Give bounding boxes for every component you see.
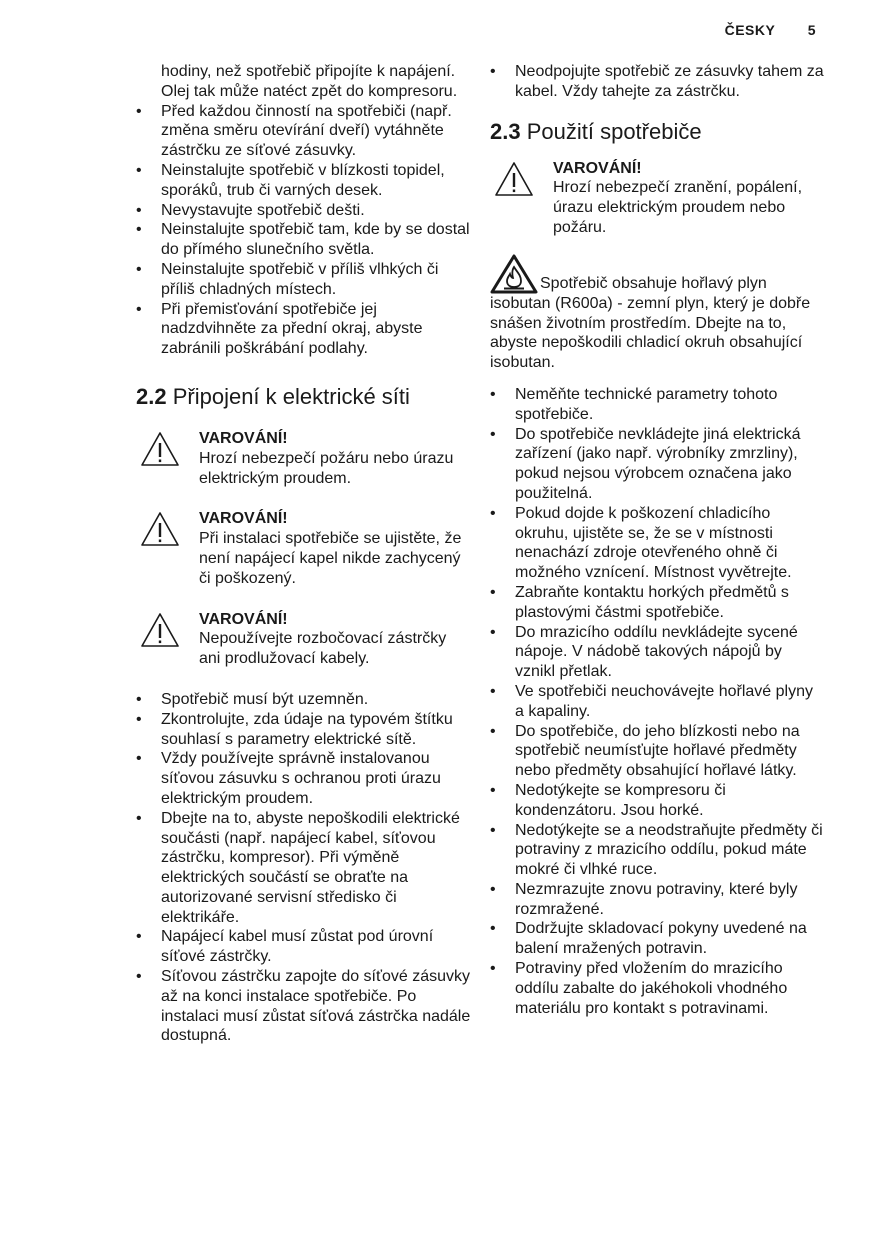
warning-text: Hrozí nebezpečí zranění, popálení, úrazu elektrickým proudem nebo požáru. <box>553 179 803 236</box>
list-item: • Neinstalujte spotřebič tam, kde by se dostal do přímého slunečního světla. <box>136 220 471 260</box>
list-item: • Při přemisťování spotřebiče jej nadzdvihněte za přední okraj, abyste zabránili poškrábání podlahy. <box>136 300 471 359</box>
bullet-list-bottom-left <box>136 690 471 1046</box>
list-item: • Neinstalujte spotřebič v blízkosti topidel, sporáků, trub či varných desek. <box>136 161 471 201</box>
right-column <box>490 62 825 1018</box>
list-item: • Zkontrolujte, zda údaje na typovém štítku souhlasí s parametry elektrické sítě. <box>136 710 471 750</box>
left-column <box>136 62 471 1046</box>
list-item: • Ve spotřebiči neuchovávejte hořlavé plyny a kapaliny. <box>490 682 825 722</box>
section-heading-2-3 <box>490 119 825 145</box>
warning-triangle-icon <box>140 431 180 467</box>
warning-title: VAROVÁNÍ! <box>199 610 288 628</box>
section-title: Použití spotřebiče <box>526 118 702 144</box>
list-item: • Do mrazicího oddílu nevkládejte sycené nápoje. V nádobě takových nápojů by vznikl přetlak. <box>490 623 825 682</box>
warning-triangle-icon <box>494 161 534 197</box>
warning-title: VAROVÁNÍ! <box>199 510 288 528</box>
list-item: • Spotřebič musí být uzemněn. <box>136 690 471 710</box>
flammable-notice <box>490 254 825 373</box>
warning-block <box>136 610 471 669</box>
list-item: • Zabraňte kontaktu horkých předmětů s plastovými částmi spotřebiče. <box>490 583 825 623</box>
bullet-list-top-left <box>136 102 471 359</box>
list-item: • Nedotýkejte se a neodstraňujte předměty či potraviny z mrazicího oddílu, pokud máte mokré či vlhké ruce. <box>490 821 825 880</box>
flammable-paragraph <box>490 254 825 373</box>
list-item: • Neinstalujte spotřebič v příliš vlhkých či příliš chladných místech. <box>136 260 471 300</box>
page-header <box>725 22 816 38</box>
section-heading-2-2 <box>136 384 471 410</box>
bullet-list-right <box>490 385 825 1019</box>
section-number: 2.3 <box>490 118 521 144</box>
warning-text: Nepoužívejte rozbočovací zástrčky ani prodlužovací kabely. <box>199 630 447 668</box>
continued-text: hodiny, než spotřebič připojíte k napájení. Olej tak může natéct zpět do kompresoru. <box>161 63 458 100</box>
warning-triangle-icon <box>140 612 180 648</box>
list-item: • Vždy používejte správně instalovanou síťovou zásuvku s ochranou proti úrazu elektrickým proudem. <box>136 749 471 808</box>
list-item: • Napájecí kabel musí zůstat pod úrovní síťové zástrčky. <box>136 927 471 967</box>
list-item: • Síťovou zástrčku zapojte do síťové zásuvky až na konci instalace spotřebiče. Po instalaci musí zůstat síťová zástrčka nadále dostupná. <box>136 967 471 1046</box>
list-item: • Pokud dojde k poškození chladicího okruhu, ujistěte se, že se v místnosti nenachází zdroje otevřeného ohně či možného vznícení. Místnost vyvětrejte. <box>490 504 825 583</box>
page-number: 5 <box>807 22 816 38</box>
list-item: • Neodpojujte spotřebič ze zásuvky tahem za kabel. Vždy tahejte za zástrčku. <box>490 62 825 102</box>
warning-block <box>490 159 825 238</box>
warning-block <box>136 509 471 588</box>
warning-text: Při instalaci spotřebiče se ujistěte, že není napájecí kapel nikde zachycený či poškozený. <box>199 530 462 587</box>
warning-triangle-icon <box>140 511 180 547</box>
list-item: • Nedotýkejte se kompresoru či kondenzátoru. Jsou horké. <box>490 781 825 821</box>
warning-text: Hrozí nebezpečí požáru nebo úrazu elektrickým proudem. <box>199 449 454 487</box>
section-number: 2.2 <box>136 383 167 409</box>
list-item: • Do spotřebiče nevkládejte jiná elektrická zařízení (jako např. výrobníky zmrzliny), pokud nejsou výrobcem označena jako použitelná. <box>490 425 825 504</box>
list-item: • Do spotřebiče, do jeho blízkosti nebo na spotřebič neumísťujte hořlavé předměty nebo předměty obsahující hořlavé látky. <box>490 722 825 781</box>
language-label: ČESKY <box>724 22 776 38</box>
bullet-list-top-right <box>490 62 825 102</box>
warning-block <box>136 429 471 488</box>
list-item: • Dbejte na to, abyste nepoškodili elektrické součásti (např. napájecí kabel, síťovou zástrčku, kompresor). Při výměně elektrických součástí se obraťte na autorizované servisní středisko či elektrikáře. <box>136 809 471 928</box>
list-item: • Neměňte technické parametry tohoto spotřebiče. <box>490 385 825 425</box>
flammable-text: Spotřebič obsahuje hořlavý plyn isobutan (R600a) - zemní plyn, který je dobře snášen životním prostředím. Dbejte na to, abyste nepoškodili chladicí okruh obsahující isobutan. <box>490 274 811 372</box>
warning-title: VAROVÁNÍ! <box>199 429 288 447</box>
list-item: • Dodržujte skladovací pokyny uvedené na balení mražených potravin. <box>490 919 825 959</box>
list-item: • Nevystavujte spotřebič dešti. <box>136 201 471 221</box>
section-title: Připojení k elektrické síti <box>172 383 410 409</box>
list-item: • Před každou činností na spotřebiči (např. změna směru otevírání dveří) vytáhněte zástrčku ze síťové zásuvky. <box>136 102 471 161</box>
flammable-warning-icon <box>490 254 538 294</box>
list-item: • Nezmrazujte znovu potraviny, které byly rozmražené. <box>490 880 825 920</box>
list-item: • Potraviny před vložením do mrazicího oddílu zabalte do jakéhokoli vhodného materiálu pro kontakt s potravinami. <box>490 959 825 1018</box>
warning-title: VAROVÁNÍ! <box>553 159 642 177</box>
